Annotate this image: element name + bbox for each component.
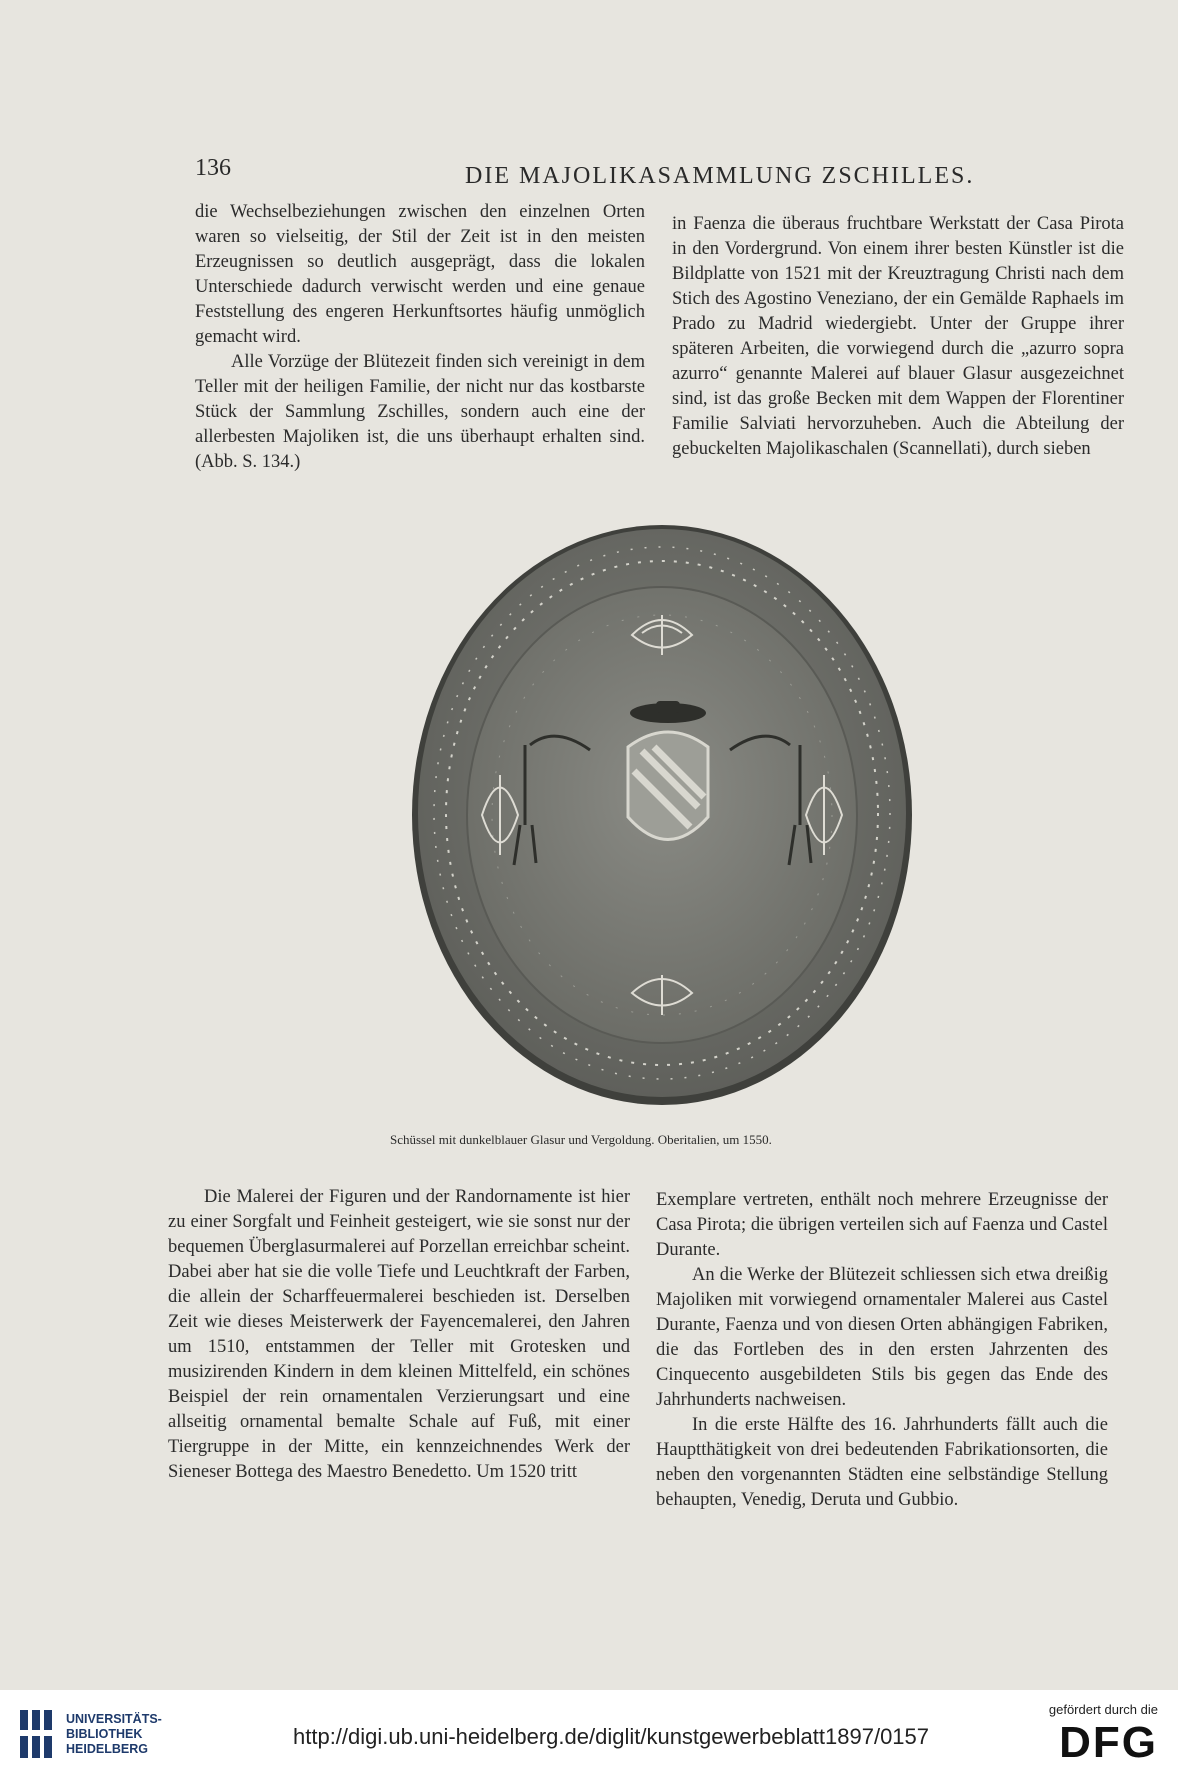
paragraph: In die erste Hälfte des 16. Jahrhunderts fällt auch die Hauptthätigkeit von drei bedeutenden Fabrikationsorten, die neben den vorgenannten Städten eine selbständige Stellung behaupten, Venedig, Deruta und Gubbio. xyxy=(656,1415,1108,1510)
funded-by-text: gefördert durch die xyxy=(1048,1702,1158,1717)
text-column-bottom-right xyxy=(656,1188,1108,1513)
text-column-bottom-left xyxy=(168,1185,630,1485)
running-title: DIE MAJOLIKASAMMLUNG ZSCHILLES. xyxy=(465,163,975,189)
paragraph: Alle Vorzüge der Blütezeit finden sich vereinigt in dem Teller mit der heiligen Familie, der nicht nur das kostbarste Stück der Sammlung Zschilles, sondern auch eine der allerbesten Majoliken ist, die uns überhaupt erhalten sind. (Abb. S. 134.) xyxy=(195,352,645,472)
paragraph: Die Malerei der Figuren und der Randornamente ist hier zu einer Sorgfalt und Feinheit gesteigert, wie sie sonst nur der bequemen Überglasurmalerei auf Porzellan erreichbar scheint. Dabei aber hat sie die volle Tiefe und Leuchtkraft der Farben, die allein der Scharffeuermalerei beschieden ist. Derselben Zeit wie dieses Meisterwerk der Fayencemalerei, den Jahren um 1510, entstammen der Teller mit Grotesken und musizirenden Kindern in dem kleinen Mittelfeld, ein schönes Beispiel der rein ornamentalen Verzierungsart und eine allseitig ornamental bemalte Schale auf Fuß, mit einer Tiergruppe in der Mitte, ein kennzeichnendes Werk der Sieneser Bottega des Maestro Benedetto. Um 1520 tritt xyxy=(168,1187,630,1482)
paragraph: An die Werke der Blütezeit schliessen sich etwa dreißig Majoliken mit vorwiegend ornamentaler Malerei aus Castel Durante, Faenza und von diesen Orten abhängigen Fabriken, die das Fortleben des in den ersten Jahrzenten des Cinquecento ausgebildeten Stils bis gegen das Ende des Jahrhunderts nachweisen. xyxy=(656,1265,1108,1410)
paragraph: die Wechselbeziehungen zwischen den einzelnen Orten waren so vielseitig, der Stil der Zeit ist in den meisten Erzeugnissen so deutlich ausgeprägt, dass die lokalen Unterschiede dadurch verwischt werden und eine genaue Feststellung des engeren Herkunftsortes häufig unmöglich gemacht wird. xyxy=(195,202,645,347)
viewer-footer xyxy=(0,1690,1178,1778)
dfg-logo: DFG xyxy=(1059,1718,1158,1767)
plate-illustration xyxy=(410,515,915,1115)
library-name xyxy=(66,1712,162,1757)
permalink-url[interactable]: http://digi.ub.uni-heidelberg.de/diglit/kunstgewerbeblatt1897/0157 xyxy=(293,1724,930,1749)
page-header xyxy=(195,155,1130,195)
page-number: 136 xyxy=(195,155,231,181)
library-name-line: HEIDELBERG xyxy=(66,1742,148,1756)
figure-caption: Schüssel mit dunkelblauer Glasur und Vergoldung. Oberitalien, um 1550. xyxy=(390,1132,772,1147)
library-name-line: BIBLIOTHEK xyxy=(66,1727,143,1741)
paragraph: Exemplare vertreten, enthält noch mehrere Erzeugnisse der Casa Pirota; die übrigen verteilen sich auf Faenza und Castel Durante. xyxy=(656,1190,1108,1260)
text-column-top-left xyxy=(195,200,645,475)
majolica-plate-image xyxy=(410,515,915,1115)
library-name-line: UNIVERSITÄTS- xyxy=(66,1712,162,1726)
text-column-top-right xyxy=(672,212,1124,462)
university-library-logo-icon xyxy=(18,1706,58,1762)
paragraph: in Faenza die überaus fruchtbare Werkstatt der Casa Pirota in den Vordergrund. Von einem ihrer besten Künstler ist die Bildplatte von 1521 mit der Kreuztragung Christi nach dem Stich des Agostino Veneziano, der ein Gemälde Raphaels im Prado zu Madrid wiedergiebt. Unter der Gruppe ihrer späteren Arbeiten, die vorwiegend durch die „azurro sopra azurro“ genannte Malerei auf blauer Glasur ausgezeichnet sind, ist das große Becken mit dem Wappen der Florentiner Familie Salviati hervorzuheben. Auch die Abteilung der gebuckelten Majolikaschalen (Scannellati), durch sieben xyxy=(672,214,1124,459)
funder-block xyxy=(1018,1702,1158,1769)
